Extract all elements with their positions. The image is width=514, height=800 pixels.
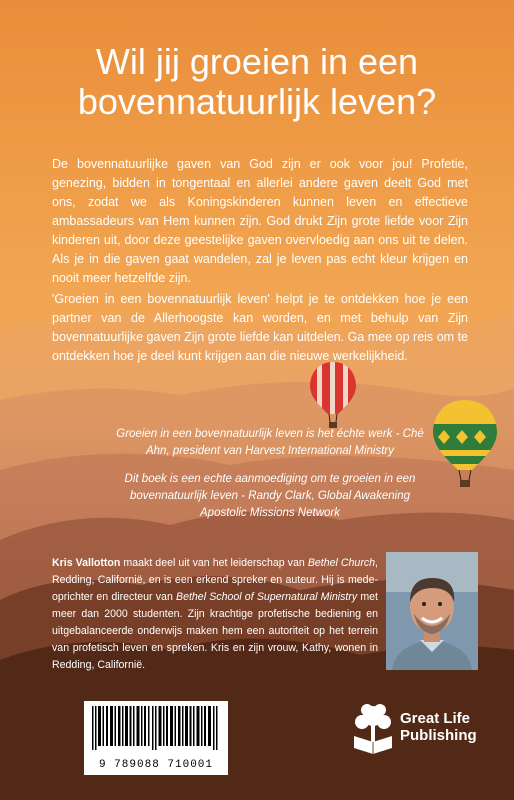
headline: [0, 42, 514, 122]
author-portrait-icon: [386, 552, 478, 670]
author-bio-text-2: , Redding, Californië, en is een erkend spreker en auteur. Hij is mede-oprichter en directeur van: [52, 557, 378, 603]
headline-line-2: bovennatuurlijk leven?: [77, 81, 437, 122]
publisher-line-1: Great Life: [400, 710, 471, 727]
publisher-logo: [350, 700, 490, 760]
barcode-bars: [92, 706, 220, 750]
publisher-line-2: Publishing: [400, 727, 477, 744]
isbn-barcode: [84, 701, 228, 775]
endorsement-quote-1: Groeien in een bovennatuurlijk leven is het échte werk - Ché Ahn, president van Harvest International Ministry: [116, 428, 424, 457]
body-paragraph-1: De bovennatuurlijke gaven van God zijn er ook voor jou! Profetie, genezing, bidden in tongentaal en allerlei andere gaven deelt God met ons, zodat we als Koningskinderen kunnen leven en effectieve ambassadeurs van Hem kunnen zijn. God drukt Zijn grote liefde voor Zijn kinderen uit, door deze geestelijke gaven overvloedig aan ons uit te delen. Als je in die gaven gaat wandelen, zal je leven pas echt kleur krijgen en nooit meer hetzelfde zijn.: [52, 157, 468, 285]
author-bio: [52, 555, 378, 674]
isbn-digits: 9 789088 710001: [98, 759, 214, 771]
yellow-green-balloon-icon: [430, 398, 500, 490]
red-balloon-icon: [308, 360, 358, 430]
author-bio-text-3: met meer dan 2000 studenten. Zijn krachtige profetische bediening en uitgebalanceerde onderwijs maken hem een autoriteit op het terrein van profetisch leven en spreken. Kris en zijn vrouw, Kathy, wonen in Redding, Californië.: [52, 591, 378, 671]
author-bio-text-1: maakt deel uit van het leiderschap van: [120, 557, 308, 569]
tree-book-icon: [350, 702, 396, 754]
author-photo: [386, 552, 478, 670]
endorsement-quote-2: Dit boek is een echte aanmoediging om te groeien in een bovennatuurlijk leven - Randy Clark, Global Awakening Apostolic Missions Network: [124, 473, 416, 519]
author-school: Bethel School of Supernatural Ministry: [176, 591, 358, 603]
publisher-name: [400, 710, 477, 744]
author-church: Bethel Church: [307, 557, 376, 569]
headline-line-1: Wil jij groeien in een: [95, 41, 419, 82]
body-paragraph-2: 'Groeien in een bovennatuurlijk leven' helpt je te ontdekken hoe je een partner van de Allerhoogste kan worden, en met behulp van Zijn bovennatuurlijke gaven Zijn grote liefde kan uitdelen. Ga mee op reis om te ontdekken hoe je deel kunt krijgen aan die nieuwe werkelijkheid.: [52, 292, 468, 363]
author-name: Kris Vallotton: [52, 557, 121, 569]
